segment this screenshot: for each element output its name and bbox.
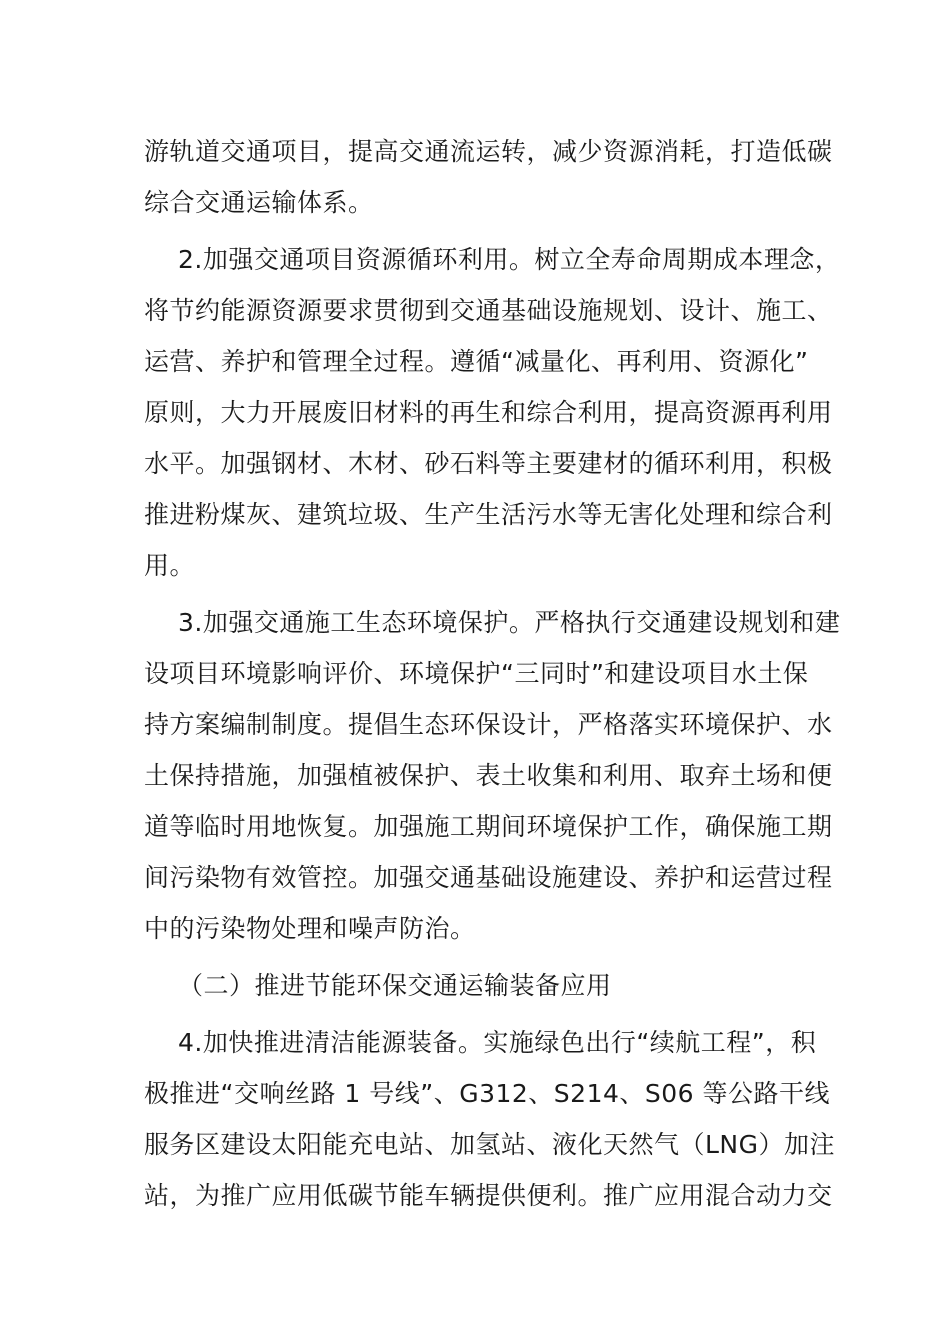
paragraph-3 (144, 597, 841, 954)
text-line: 中的污染物处理和噪声防治。 (144, 914, 476, 943)
text-line: 推进粉煤灰、建筑垃圾、生产生活污水等无害化处理和综合利 (144, 500, 833, 529)
text-line: 运营、养护和管理全过程。遵循“减量化、再利用、资源化” (144, 347, 809, 376)
text-line: 极推进“交响丝路 1 号线”、G312、S214、S06 等公路干线 (144, 1079, 831, 1108)
text-line: 游轨道交通项目，提高交通流运转，减少资源消耗，打造低碳 (144, 137, 833, 166)
text-line: 4.加快推进清洁能源装备。实施绿色出行“续航工程”，积 (178, 1028, 817, 1057)
text-line: 持方案编制制度。提倡生态环保设计，严格落实环境保护、水 (144, 710, 833, 739)
heading-line: （二）推进节能环保交通运输装备应用 (178, 971, 612, 1000)
text-line: 3.加强交通施工生态环境保护。严格执行交通建设规划和建 (178, 608, 841, 637)
text-line: 综合交通运输体系。 (144, 188, 374, 217)
text-line: 2.加强交通项目资源循环利用。树立全寿命周期成本理念， (178, 245, 841, 274)
text-line: 道等临时用地恢复。加强施工期间环境保护工作，确保施工期 (144, 812, 833, 841)
paragraph-4 (144, 1017, 836, 1221)
paragraph-2 (144, 234, 841, 591)
text-line: 将节约能源资源要求贯彻到交通基础设施规划、设计、施工、 (144, 296, 833, 325)
text-line: 间污染物有效管控。加强交通基础设施建设、养护和运营过程 (144, 863, 833, 892)
text-line: 原则，大力开展废旧材料的再生和综合利用，提高资源再利用 (144, 398, 833, 427)
body-text (144, 126, 841, 1221)
text-line: 设项目环境影响评价、环境保护“三同时”和建设项目水土保 (144, 659, 809, 688)
section-heading (144, 960, 808, 1011)
text-line: 服务区建设太阳能充电站、加氢站、液化天然气（LNG）加注 (144, 1130, 836, 1159)
text-line: 站，为推广应用低碳节能车辆提供便利。推广应用混合动力交 (144, 1181, 833, 1210)
paragraph-1 (144, 126, 833, 228)
text-line: 用。 (144, 551, 196, 580)
text-line: 土保持措施，加强植被保护、表土收集和利用、取弃土场和便 (144, 761, 833, 790)
text-line: 水平。加强钢材、木材、砂石料等主要建材的循环利用，积极 (144, 449, 833, 478)
